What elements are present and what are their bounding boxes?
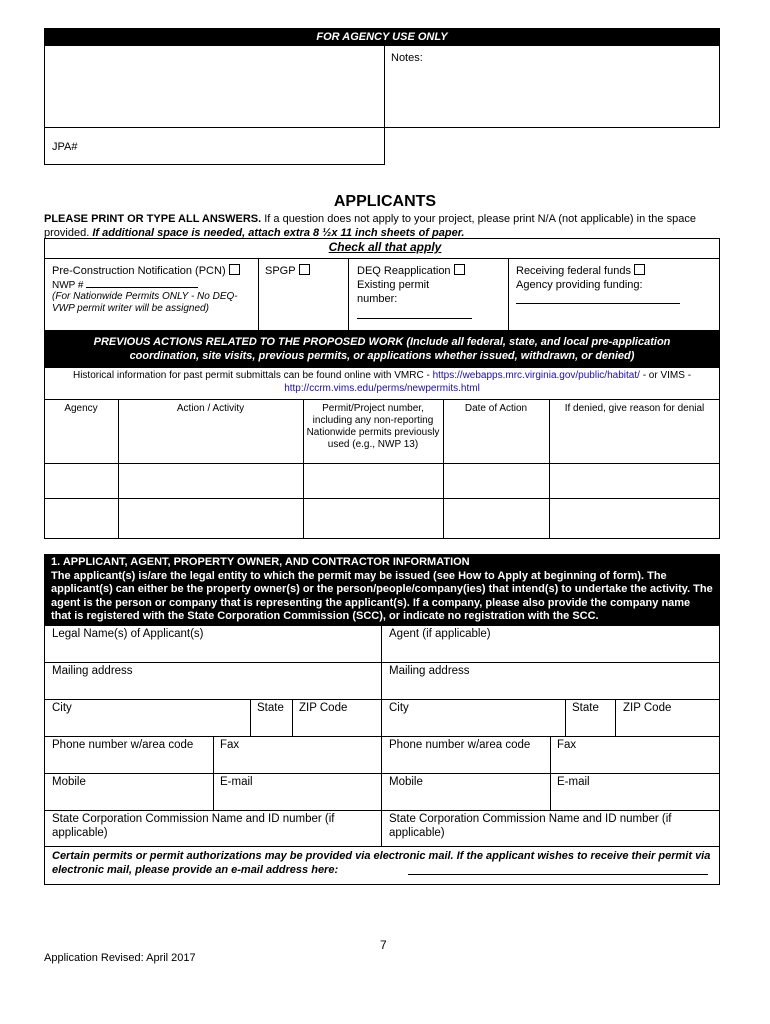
instructions: PLEASE PRINT OR TYPE ALL ANSWERS. If a question does not apply to your project, please print N/A (not applicable) in the space provided. If additional space is needed, attach extra 8 ½x 11 inch sheets of paper. [44,213,696,239]
federal-checkbox[interactable] [634,264,645,275]
section1-header: 1. APPLICANT, AGENT, PROPERTY OWNER, AND CONTRACTOR INFORMATION The applicant(s) is/are the legal entity to which the permit may be issued (see How to Apply at beginning of form). The applicant(s) can either be the property owner(s) or the person/people/company(ies) that intend(s) to undertake the activity. The agent is the person or company that is representing the applicant(s). If a company, please also provide the company name that is registered with the State Corporation Commission (SCC), or indicate no registration with the SCC. [44,554,720,626]
col-date: Date of Action [464,403,528,414]
agent-state-field[interactable]: State [572,702,599,714]
applicant-phone-field[interactable]: Phone number w/area code [52,739,194,751]
agent-mobile-field[interactable]: Mobile [389,776,423,788]
page-title: APPLICANTS [333,193,437,210]
historical-info: Historical information for past permit submittals can be found online with VMRC - https://webapps.mrc.virginia.gov/public/habitat/ - or VIMS - http://ccrm.vims.edu/perms/newpermits.html [72,370,692,394]
agency-box [44,45,720,128]
jpa-field[interactable] [44,127,385,165]
nwp-note: (For Nationwide Permits ONLY - No DEQ- VWP permit writer will be assigned) [52,291,238,314]
revised-date: Application Revised: April 2017 [44,952,196,964]
deq-number-field[interactable] [357,307,472,319]
agent-city-field[interactable]: City [389,702,409,714]
deq-checkbox[interactable] [454,264,465,275]
applicant-state-field[interactable]: State [257,702,284,714]
legal-name-field[interactable]: Legal Name(s) of Applicant(s) [52,628,204,640]
nwp-field[interactable]: NWP # [52,279,198,292]
check-all-heading: Check all that apply [328,240,442,254]
applicant-email-field[interactable]: E-mail [220,776,253,788]
spgp-option[interactable]: SPGP [265,264,310,278]
deq-number-label: number: [357,293,398,305]
pcn-checkbox[interactable] [229,264,240,275]
agent-fax-field[interactable]: Fax [557,739,577,751]
applicant-mobile-field[interactable]: Mobile [52,776,86,788]
federal-agency-label: Agency providing funding: [516,279,643,291]
federal-agency-field[interactable] [516,292,680,304]
federal-option[interactable]: Receiving federal funds [516,264,645,278]
agent-zip-field[interactable]: ZIP Code [623,702,672,714]
col-denied-reason: If denied, give reason for denial [564,403,705,414]
page-number: 7 [380,938,387,952]
vmrc-link[interactable]: https://webapps.mrc.virginia.gov/public/habitat/ [432,370,640,381]
agent-mailing-field[interactable]: Mailing address [389,665,470,677]
email-note: Certain permits or permit authorizations may be provided via electronic mail. If the applicant wishes to receive their permit via electronic mail, please provide an e-mail address here: [52,850,711,876]
deq-option[interactable]: DEQ Reapplication [357,264,465,278]
applicant-scc-field[interactable]: State Corporation Commission Name and ID number (if applicable) [52,813,335,839]
agency-header: FOR AGENCY USE ONLY [44,28,720,46]
agent-field[interactable]: Agent (if applicable) [389,628,491,640]
spgp-checkbox[interactable] [299,264,310,275]
col-permit-number: Permit/Project number, including any non-reporting Nationwide permits previously used (e.g., NWP 13) [306,403,440,450]
col-agency: Agency [64,403,98,414]
jpa-label: JPA# [52,141,78,153]
deq-existing-label: Existing permit [357,279,430,291]
agent-phone-field[interactable]: Phone number w/area code [389,739,531,751]
previous-actions-header: PREVIOUS ACTIONS RELATED TO THE PROPOSED WORK (Include all federal, state, and local pre-application coordination, site visits, previous permits, or applications whether issued, withdrawn, or denied) [44,330,720,368]
notes-label: Notes: [391,52,423,64]
vims-link[interactable]: http://ccrm.vims.edu/perms/newpermits.html [284,383,480,394]
agent-email-field[interactable]: E-mail [557,776,590,788]
col-action: Action / Activity [176,403,245,414]
applicant-zip-field[interactable]: ZIP Code [299,702,348,714]
email-address-field[interactable] [408,863,708,875]
pcn-option[interactable]: Pre-Construction Notification (PCN) [52,264,240,278]
applicant-fax-field[interactable]: Fax [220,739,240,751]
applicant-mailing-field[interactable]: Mailing address [52,665,133,677]
agent-scc-field[interactable]: State Corporation Commission Name and ID number (if applicable) [389,813,672,839]
applicant-city-field[interactable]: City [52,702,72,714]
